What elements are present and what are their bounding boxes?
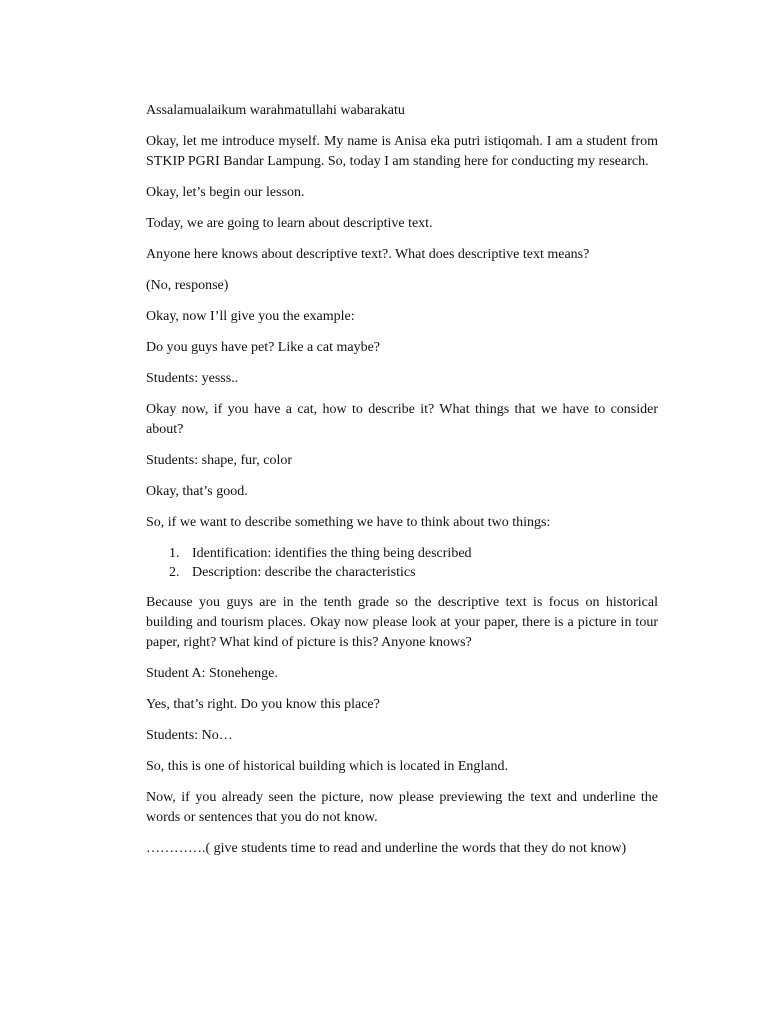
pet-question-paragraph: Do you guys have pet? Like a cat maybe? bbox=[146, 340, 381, 355]
introduction-paragraph: Okay, let me introduce myself. My name is Anisa eka putri istiqomah. I am a student from STKIP PGRI Bandar Lampung. So, today I am standing here for conducting my research. bbox=[146, 134, 658, 169]
list-item bbox=[146, 563, 658, 582]
praise-paragraph: Okay, that’s good. bbox=[146, 484, 248, 499]
student-a-paragraph: Student A: Stonehenge. bbox=[146, 666, 278, 681]
describe-cat-paragraph: Okay now, if you have a cat, how to describe it? What things that we have to consider about? bbox=[146, 402, 658, 437]
confirm-paragraph: Yes, that’s right. Do you know this place? bbox=[146, 697, 380, 712]
lesson-start-paragraph: Okay, let’s begin our lesson. bbox=[146, 185, 305, 200]
document-page bbox=[146, 101, 658, 870]
two-things-paragraph: So, if we want to describe something we have to think about two things: bbox=[146, 515, 551, 530]
numbered-list bbox=[146, 544, 658, 582]
list-item-number: 1. bbox=[169, 546, 180, 561]
response-paragraph: (No, response) bbox=[146, 278, 229, 293]
example-paragraph: Okay, now I’ll give you the example: bbox=[146, 309, 355, 324]
greeting-paragraph: Assalamualaikum warahmatullahi wabarakatu bbox=[146, 103, 405, 118]
list-item bbox=[146, 544, 658, 563]
list-item-text: Description: describe the characteristics bbox=[192, 565, 416, 580]
instruction-paragraph: ………….( give students time to read and underline the words that they do not know) bbox=[146, 841, 627, 856]
students-no-paragraph: Students: No… bbox=[146, 728, 233, 743]
preview-paragraph: Now, if you already seen the picture, now please previewing the text and underline the words or sentences that you do not know. bbox=[146, 790, 658, 825]
question-paragraph: Anyone here knows about descriptive text?. What does descriptive text means? bbox=[146, 247, 590, 262]
students-features-paragraph: Students: shape, fur, color bbox=[146, 453, 293, 468]
list-item-number: 2. bbox=[169, 565, 180, 580]
england-paragraph: So, this is one of historical building which is located in England. bbox=[146, 759, 509, 774]
tenth-grade-paragraph: Because you guys are in the tenth grade so the descriptive text is focus on historical building and tourism places. Okay now please look at your paper, there is a picture in tour paper, right? What kind of picture is this? Anyone knows? bbox=[146, 595, 658, 650]
topic-paragraph: Today, we are going to learn about descriptive text. bbox=[146, 216, 433, 231]
students-answer-paragraph: Students: yesss.. bbox=[146, 371, 239, 386]
list-item-text: Identification: identifies the thing being described bbox=[192, 546, 472, 561]
